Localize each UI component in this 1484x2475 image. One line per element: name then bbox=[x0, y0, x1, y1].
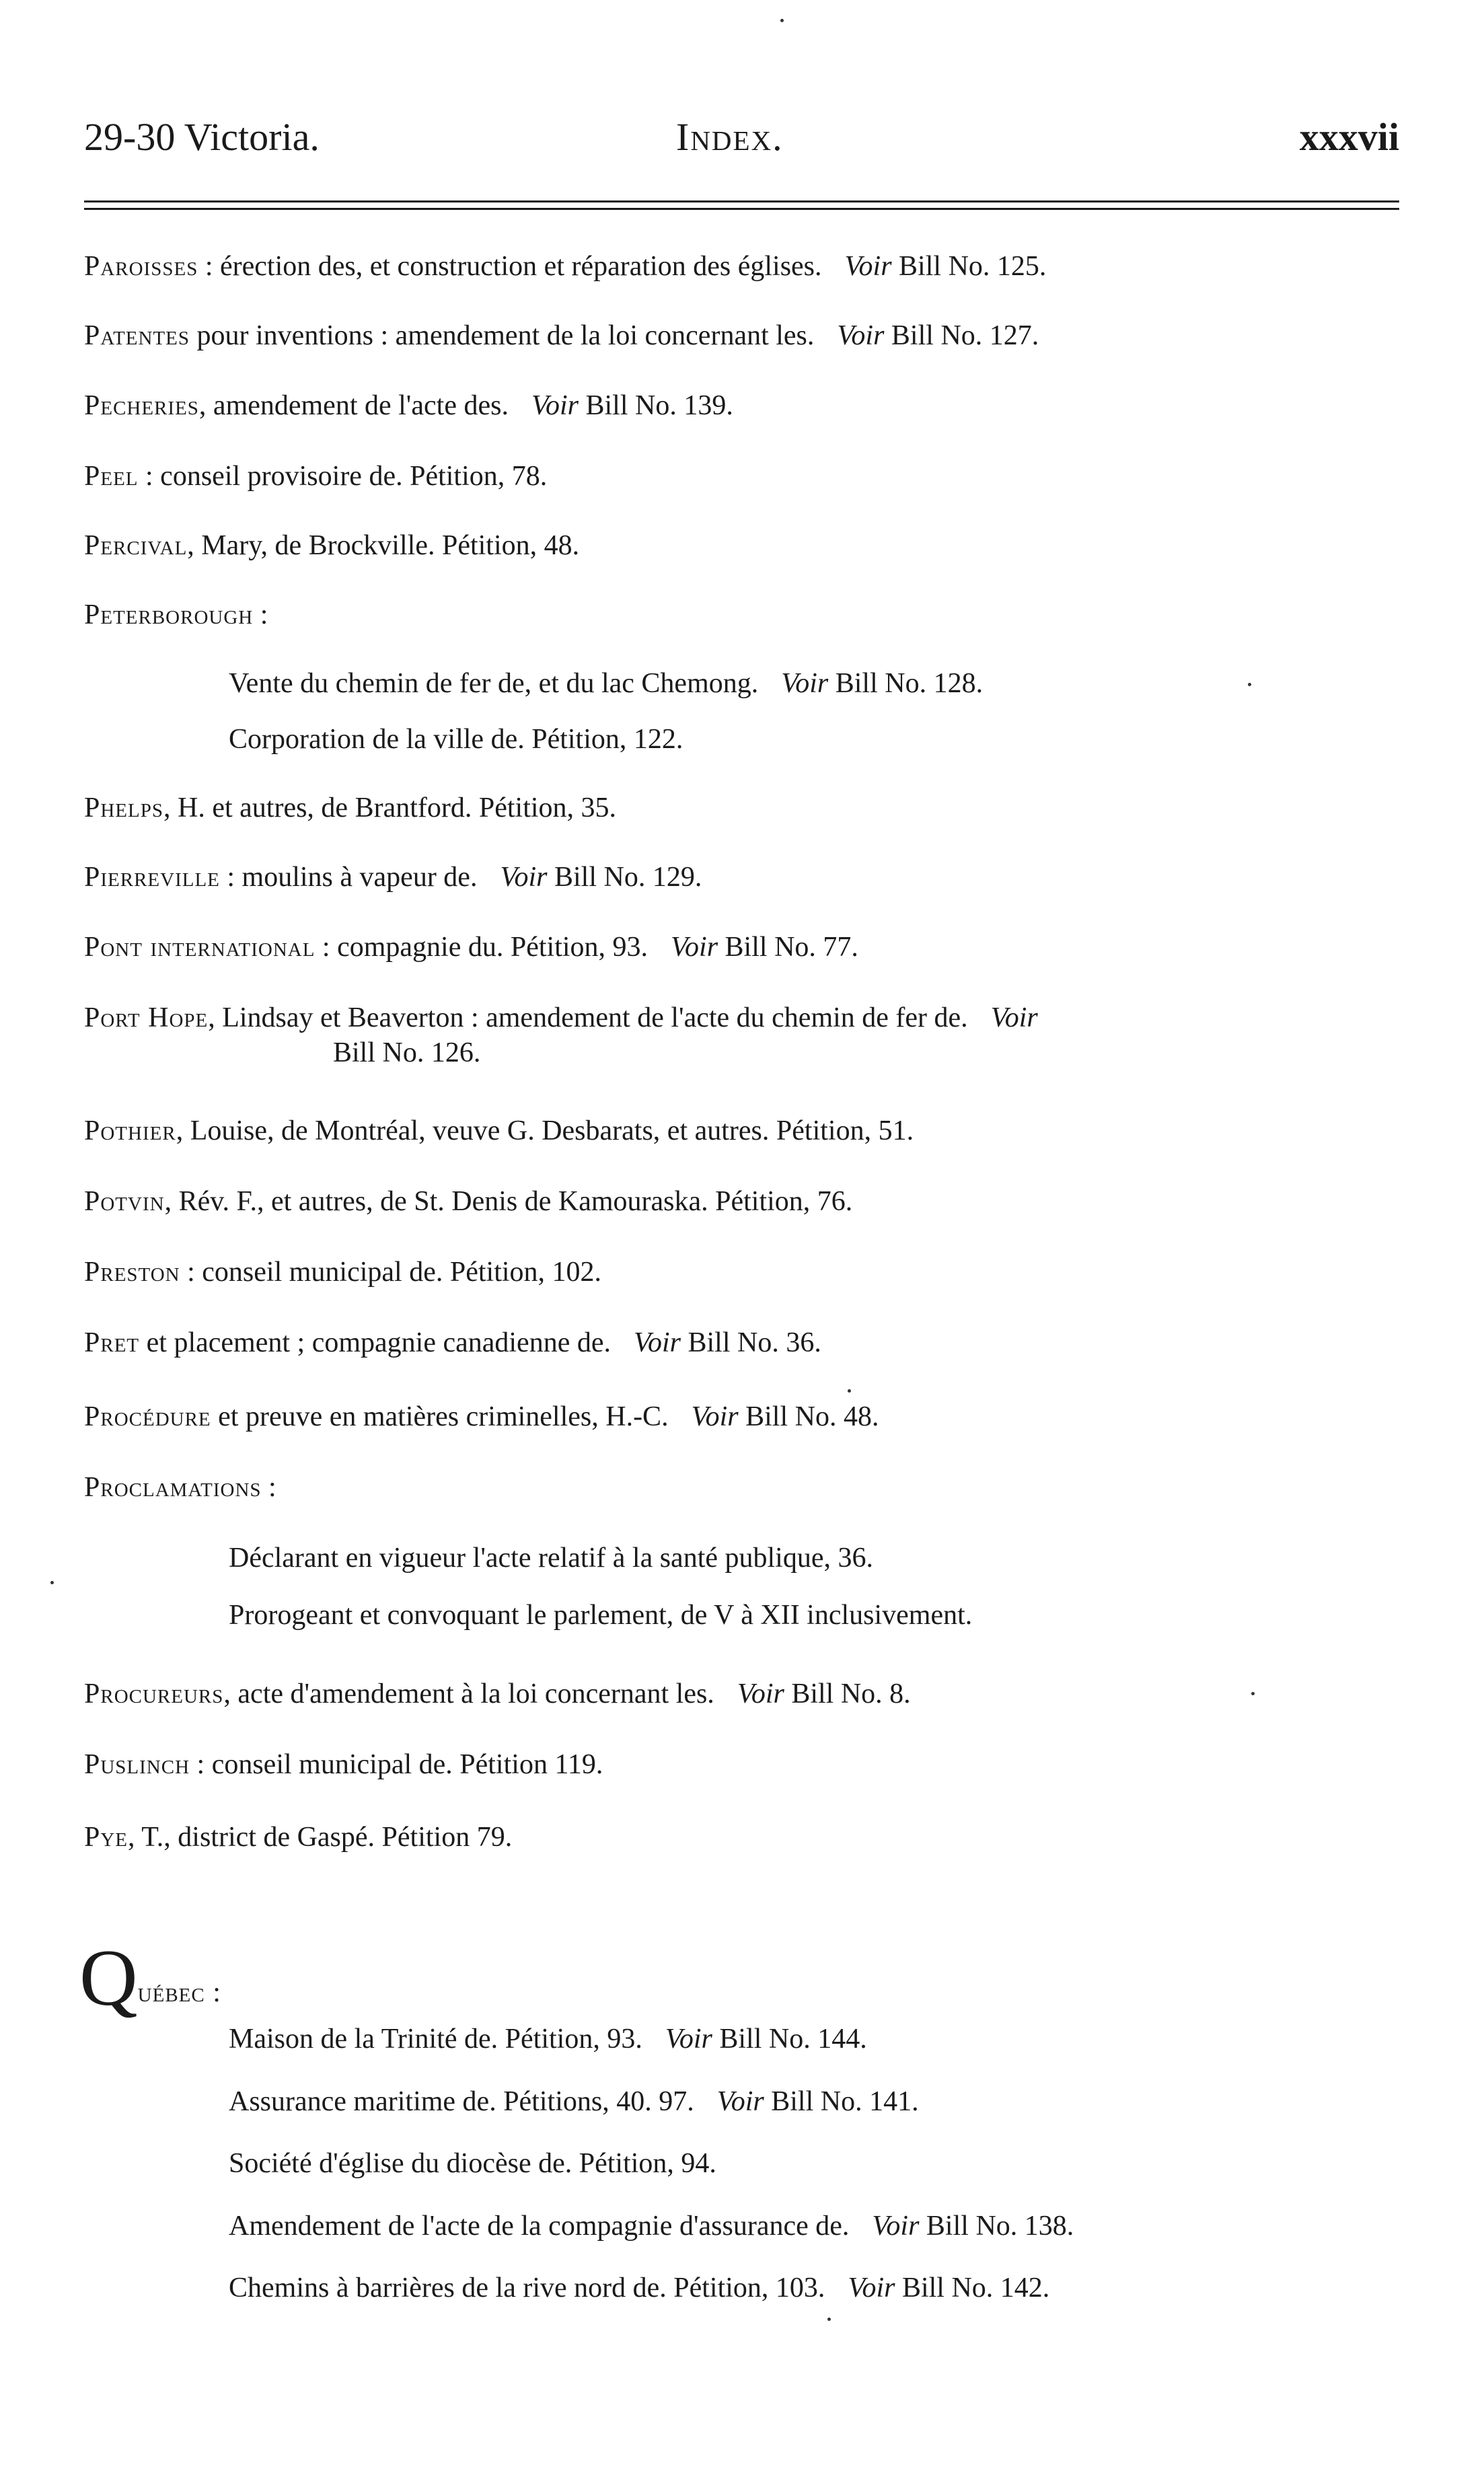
page-header bbox=[84, 114, 1399, 175]
entry-heading: Pothier bbox=[84, 1115, 176, 1146]
index-entry-peterborough bbox=[84, 597, 1403, 632]
entry-ref: Voir bbox=[716, 2086, 764, 2117]
index-entry-phelps bbox=[84, 790, 1403, 825]
entry-ref: Voir bbox=[665, 2024, 712, 2055]
index-entry-procedure bbox=[84, 1399, 1403, 1434]
index-subentry bbox=[229, 1598, 1484, 1633]
index-entry-preston bbox=[84, 1255, 1403, 1290]
entry-heading: Preston bbox=[84, 1257, 180, 1288]
entry-ref-tail: Bill No. 8. bbox=[784, 1678, 911, 1709]
entry-text: : érection des, et construction et réparation des églises. bbox=[198, 251, 822, 282]
entry-ref-tail: Bill No. 144. bbox=[712, 2024, 867, 2055]
entry-text: Prorogeant et convoquant le parlement, de V à XII inclusivement. bbox=[229, 1600, 973, 1631]
entry-ref: Voir bbox=[531, 390, 579, 421]
index-entry-puslinch bbox=[84, 1747, 1403, 1782]
entry-text: , Mary, de Brockville. Pétition, 48. bbox=[187, 530, 580, 561]
section-heading-quebec bbox=[79, 1933, 221, 2022]
entry-ref: Voir bbox=[737, 1678, 784, 1709]
entry-ref-tail: Bill No. 125. bbox=[891, 251, 1047, 282]
entry-text: Société d'église du diocèse de. Pétition, 94. bbox=[229, 2148, 716, 2179]
entry-heading: Peterborough bbox=[84, 599, 254, 630]
entry-text: , acte d'amendement à la loi concernant les. bbox=[223, 1678, 714, 1709]
index-entry-pret bbox=[84, 1325, 1403, 1360]
entry-ref: Voir bbox=[781, 668, 829, 699]
index-subentry bbox=[229, 2270, 1484, 2305]
index-subentry bbox=[229, 1541, 1484, 1576]
index-entry-pont-international bbox=[84, 930, 1403, 965]
entry-text: : compagnie du. Pétition, 93. bbox=[315, 932, 648, 963]
index-entry-pecheries bbox=[84, 388, 1403, 423]
header-rule-top bbox=[84, 200, 1399, 202]
index-subentry bbox=[229, 722, 1484, 757]
entry-heading: Peel bbox=[84, 461, 139, 492]
entry-ref: Voir bbox=[633, 1327, 681, 1358]
scan-speck bbox=[1248, 683, 1251, 686]
entry-text: pour inventions : amendement de la loi concernant les. bbox=[190, 320, 815, 351]
entry-ref: Voir bbox=[691, 1401, 739, 1432]
entry-heading: Procureurs bbox=[84, 1678, 224, 1709]
index-entry-patentes bbox=[84, 318, 1403, 353]
entry-heading: Port Hope bbox=[84, 1002, 209, 1033]
entry-heading: Puslinch bbox=[84, 1749, 190, 1780]
entry-ref: Voir bbox=[844, 251, 892, 282]
entry-text: , Louise, de Montréal, veuve G. Desbarats, et autres. Pétition, 51. bbox=[176, 1115, 914, 1146]
entry-ref: Voir bbox=[872, 2211, 920, 2242]
entry-heading: Pecheries bbox=[84, 390, 199, 421]
entry-heading: Pye bbox=[84, 1822, 128, 1853]
entry-text: Vente du chemin de fer de, et du lac Chemong. bbox=[229, 668, 759, 699]
entry-heading: Proclamations bbox=[84, 1472, 262, 1503]
index-subentry bbox=[229, 2146, 1484, 2181]
entry-heading: Pret bbox=[84, 1327, 140, 1358]
entry-ref: Voir bbox=[990, 1002, 1038, 1033]
entry-ref-tail: Bill No. 77. bbox=[718, 932, 858, 963]
entry-text: : bbox=[261, 1472, 276, 1503]
running-head-title: Index. bbox=[676, 115, 784, 159]
entry-text: , Rév. F., et autres, de St. Denis de Kamouraska. Pétition, 76. bbox=[164, 1186, 853, 1217]
entry-ref: Voir bbox=[837, 320, 885, 351]
entry-ref: Voir bbox=[500, 862, 548, 893]
entry-heading: Procédure bbox=[84, 1401, 211, 1432]
entry-ref-tail: Bill No. 36. bbox=[681, 1327, 821, 1358]
entry-text: , H. et autres, de Brantford. Pétition, 35. bbox=[163, 792, 617, 823]
index-subentry bbox=[229, 2209, 1484, 2244]
entry-text: Corporation de la ville de. Pétition, 122. bbox=[229, 724, 683, 755]
index-entry-port-hope bbox=[84, 1000, 1403, 1070]
index-entry-pierreville bbox=[84, 860, 1403, 895]
scan-speck bbox=[50, 1581, 54, 1584]
header-rule-bottom bbox=[84, 208, 1399, 210]
scan-speck bbox=[848, 1389, 851, 1393]
index-entry-proclamations bbox=[84, 1470, 1403, 1505]
entry-ref-tail: Bill No. 138. bbox=[919, 2211, 1074, 2242]
entry-text: , amendement de l'acte des. bbox=[198, 390, 509, 421]
running-head-left: 29-30 Victoria. bbox=[84, 115, 320, 159]
drop-cap: Q bbox=[79, 1933, 138, 2022]
entry-ref-tail: Bill No. 139. bbox=[578, 390, 733, 421]
entry-ref: Voir bbox=[671, 932, 718, 963]
page-number: xxxvii bbox=[1299, 115, 1399, 159]
entry-text: : conseil municipal de. Pétition, 102. bbox=[180, 1257, 602, 1288]
entry-ref-tail: Bill No. 141. bbox=[764, 2086, 919, 2117]
entry-heading: Pont international bbox=[84, 932, 316, 963]
entry-text: et preuve en matières criminelles, H.-C. bbox=[211, 1401, 669, 1432]
entry-ref-tail: Bill No. 128. bbox=[828, 668, 984, 699]
entry-heading: Potvin bbox=[84, 1186, 165, 1217]
index-entry-peel bbox=[84, 459, 1403, 494]
entry-ref-tail: Bill No. 142. bbox=[895, 2273, 1050, 2303]
entry-text: : conseil municipal de. Pétition 119. bbox=[190, 1749, 603, 1780]
index-entry-potvin bbox=[84, 1184, 1403, 1219]
entry-text: Déclarant en vigueur l'acte relatif à la santé publique, 36. bbox=[229, 1543, 873, 1574]
index-entry-paroisses bbox=[84, 249, 1403, 284]
entry-heading: Phelps bbox=[84, 792, 163, 823]
entry-continuation: Bill No. 126. bbox=[333, 1037, 481, 1068]
entry-text: Assurance maritime de. Pétitions, 40. 97. bbox=[229, 2086, 694, 2117]
entry-text: et placement ; compagnie canadienne de. bbox=[139, 1327, 611, 1358]
scan-speck bbox=[780, 19, 784, 22]
entry-text: : bbox=[253, 599, 268, 630]
entry-text: Chemins à barrières de la rive nord de. Pétition, 103. bbox=[229, 2273, 825, 2303]
entry-text: , Lindsay et Beaverton : amendement de l'acte du chemin de fer de. bbox=[208, 1002, 968, 1033]
entry-ref-tail: Bill No. 127. bbox=[884, 320, 1039, 351]
entry-text: Amendement de l'acte de la compagnie d'assurance de. bbox=[229, 2211, 850, 2242]
entry-text: , T., district de Gaspé. Pétition 79. bbox=[128, 1822, 513, 1853]
entry-heading: Paroisses bbox=[84, 251, 198, 282]
index-subentry bbox=[229, 2022, 1484, 2057]
entry-ref-tail: Bill No. 129. bbox=[547, 862, 702, 893]
index-entry-pothier bbox=[84, 1113, 1403, 1148]
entry-heading: Patentes bbox=[84, 320, 190, 351]
index-entry-percival bbox=[84, 528, 1403, 563]
index-entry-procureurs bbox=[84, 1676, 1403, 1711]
scan-speck bbox=[1251, 1692, 1255, 1695]
section-heading-text: uébec : bbox=[137, 1977, 221, 2008]
entry-ref: Voir bbox=[848, 2273, 895, 2303]
index-entry-pye bbox=[84, 1820, 1403, 1855]
entry-text: : moulins à vapeur de. bbox=[219, 862, 478, 893]
index-subentry bbox=[229, 2084, 1484, 2119]
entry-heading: Percival bbox=[84, 530, 188, 561]
entry-ref-tail: Bill No. 48. bbox=[738, 1401, 879, 1432]
scan-speck bbox=[827, 2318, 831, 2321]
index-subentry bbox=[229, 666, 1484, 701]
entry-text: : conseil provisoire de. Pétition, 78. bbox=[138, 461, 548, 492]
entry-text: Maison de la Trinité de. Pétition, 93. bbox=[229, 2024, 642, 2055]
entry-heading: Pierreville bbox=[84, 862, 220, 893]
